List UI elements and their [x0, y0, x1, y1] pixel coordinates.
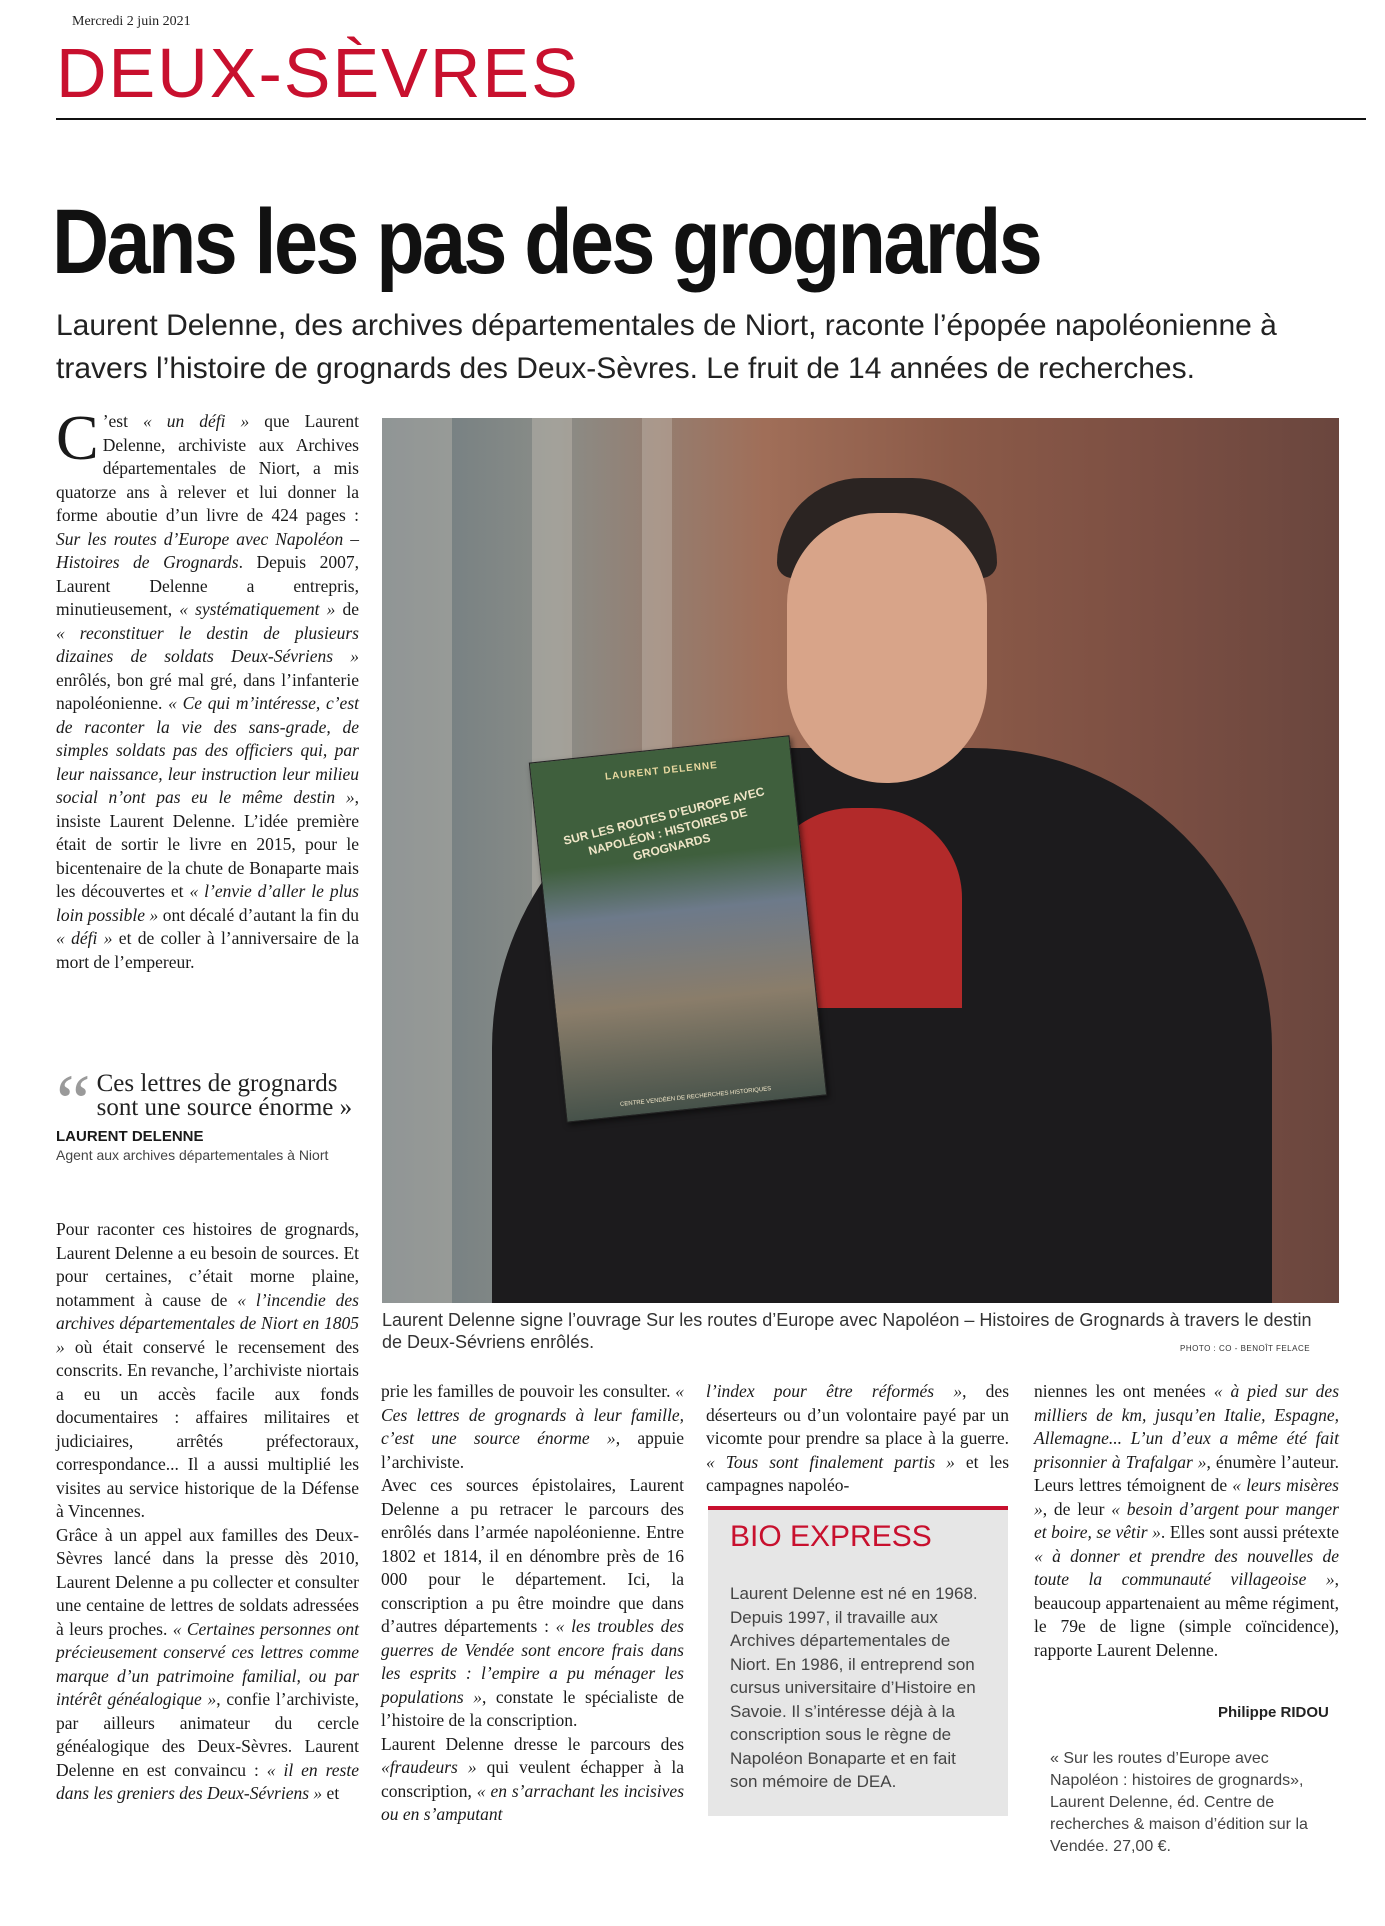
pull-quote-role: Agent aux archives départementales à Niort [56, 1147, 329, 1163]
article-photo [382, 418, 1339, 1303]
drop-cap: C [56, 402, 99, 473]
article-paragraph: ’est « un défi » que Laurent Delenne, archiviste aux Archives départementales de Niort, a mis quatorze ans à relever et lui donner la forme aboutie d’un livre de 424 pages : Sur les routes d’Europe avec Napoléon – Histoires de Grognards. Depuis 2007, Laurent Delenne a entrepris, minutieusement, « systématiquement » de « reconstituer le destin de plusieurs dizaines de soldats Deux-Sévriens » enrôlés, bon gré mal gré, dans l’infanterie napoléonienne. « Ce qui m’intéresse, c’est de raconter la vie des sans-grade, de simples soldats pas des officiers qui, par leur naissance, leur instruction leur milieu social n’ont pas eu le même destin », insiste Laurent Delenne. L’idée première était de sortir le livre en 2015, pour le bicentenaire de la chute de Bonaparte mais les découvertes et « l’envie d’aller le plus loin possible » ont décalé d’autant la fin du « défi » et de coller à l’anniversaire de la mort de l’empereur. [56, 411, 360, 972]
article-paragraph: l’index pour être réformés », des déserteurs ou d’un volontaire payé par un vicomte pour prendre sa place à la guerre. « Tous sont finalement partis » et les campagnes napoléo- [706, 1381, 1010, 1495]
article-paragraph: niennes les ont menées « à pied sur des milliers de km, jusqu’en Italie, Espagne, Allemagne... L’un d’eux a même été fait prisonnier à Trafalgar », énumère l’auteur. Leurs lettres témoignent de « leurs misères », de leur « besoin d’argent pour manger et boire, se vêtir ». Elles sont aussi prétexte « à donner et prendre des nouvelles de toute la communauté villageoise », beaucoup appartenaient au même régiment, le 79e de ligne (simple coïncidence), rapporte Laurent Delenne. [1034, 1381, 1339, 1660]
photo-caption: Laurent Delenne signe l’ouvrage Sur les routes d’Europe avec Napoléon – Histoires de Grognards à travers le destin de Deux-Sévriens enrôlés. [382, 1310, 1312, 1352]
article-paragraph: Pour raconter ces histoires de grognards, Laurent Delenne a eu besoin de sources. Et pour certaines, c’était morne plaine, notamment à cause de « l’incendie des archives départementales de Niort en 1805 » où était conservé le recensement des conscrits. En revanche, l’archiviste niortais a eu un accès facile aux fonds documentaires : affaires militaires et judiciaires, arrêtés préfectoraux, correspondance... Il a aussi multiplié les visites au service historique de la Défense à Vincennes. Grâce à un appel aux familles des Deux-Sèvres lancé dans la presse dès 2010, Laurent Delenne a pu collecter et consulter une centaine de lettres de soldats adressées à leurs proches. « Certaines personnes ont précieusement conservé ces lettres comme marque d’un patrimoine familial, ou par intérêt généalogique », confie l’archiviste, par ailleurs animateur du cercle généalogique des Deux-Sèvres. Laurent Delenne en est convaincu : « il en reste dans les greniers des Deux-Sévriens » et [56, 1219, 359, 1803]
article-column-4 [1034, 1380, 1339, 1662]
book-cover-author: LAURENT DELENNE [604, 759, 719, 783]
section-rubric: DEUX-SÈVRES [56, 34, 580, 112]
issue-date: Mercredi 2 juin 2021 [72, 14, 191, 29]
article-column-1-bottom [56, 1218, 359, 1806]
bio-express-text: Laurent Delenne est né en 1968. Depuis 1997, il travaille aux Archives départementales de Niort. En 1986, il entreprend son cursus universitaire d’Histoire en Savoie. Il s’intéresse déjà à la conscription sous le règne de Napoléon Bonaparte et en fait son mémoire de DEA. [730, 1584, 978, 1791]
article-column-3 [706, 1380, 1009, 1498]
author-signature: Philippe RIDOU [1218, 1704, 1329, 1721]
pull-quote-text: Ces lettres de grognards sont une source énorme » [96, 1070, 353, 1121]
article-headline: Dans les pas des grognards [52, 191, 1041, 293]
book-cover-title: SUR LES ROUTES D’EUROPE AVEC NAPOLÉON : HISTOIRES DE GROGNARDS [561, 784, 766, 864]
article-column-2 [381, 1380, 684, 1827]
article-column-1-top [56, 402, 360, 974]
pull-quote [56, 1058, 359, 1163]
bio-express-box [708, 1506, 1008, 1816]
book-cover-publisher: CENTRE VENDÉEN DE RECHERCHES HISTORIQUES [619, 1086, 772, 1108]
bio-express-title: BIO EXPRESS [730, 1520, 932, 1553]
book-reference: « Sur les routes d’Europe avec Napoléon : histoires de grognards», Laurent Delenne, éd. Centre de recherches & maison d’édition sur la Vendée. 27,00 €. [1050, 1750, 1308, 1855]
photo-pillar [382, 418, 452, 1303]
photo-credit: PHOTO : CO - BENOÎT FELACE [1180, 1344, 1311, 1353]
article-paragraph: prie les familles de pouvoir les consulter. « Ces lettres de grognards à leur famille, c’est une source énorme », appuie l’archiviste. Avec ces sources épistolaires, Laurent Delenne a pu retracer le parcours des enrôlés dans l’armée napoléonienne. Entre 1802 et 1814, il en dénombre près de 16 000 pour le département. Ici, la conscription a pu être moindre que dans d’autres départements : « les troubles des guerres de Vendée sont encore frais dans les esprits : l’empire a pu ménager les populations », constate le spécialiste de l’histoire de la conscription. Laurent Delenne dresse le parcours des «fraudeurs » qui veulent échapper à la conscription, « en s’arrachant les incisives ou en s’amputant [381, 1381, 685, 1824]
quote-mark-icon: “ [56, 1058, 91, 1145]
person-face [787, 513, 987, 783]
article-lede: Laurent Delenne, des archives départementales de Niort, raconte l’épopée napoléonienne à travers l’histoire de grognards des Deux-Sèvres. Le fruit de 14 années de recherches. [56, 309, 1277, 385]
pull-quote-author: LAURENT DELENNE [56, 1128, 204, 1145]
book-cover [529, 735, 827, 1122]
rubric-divider [56, 118, 1366, 120]
